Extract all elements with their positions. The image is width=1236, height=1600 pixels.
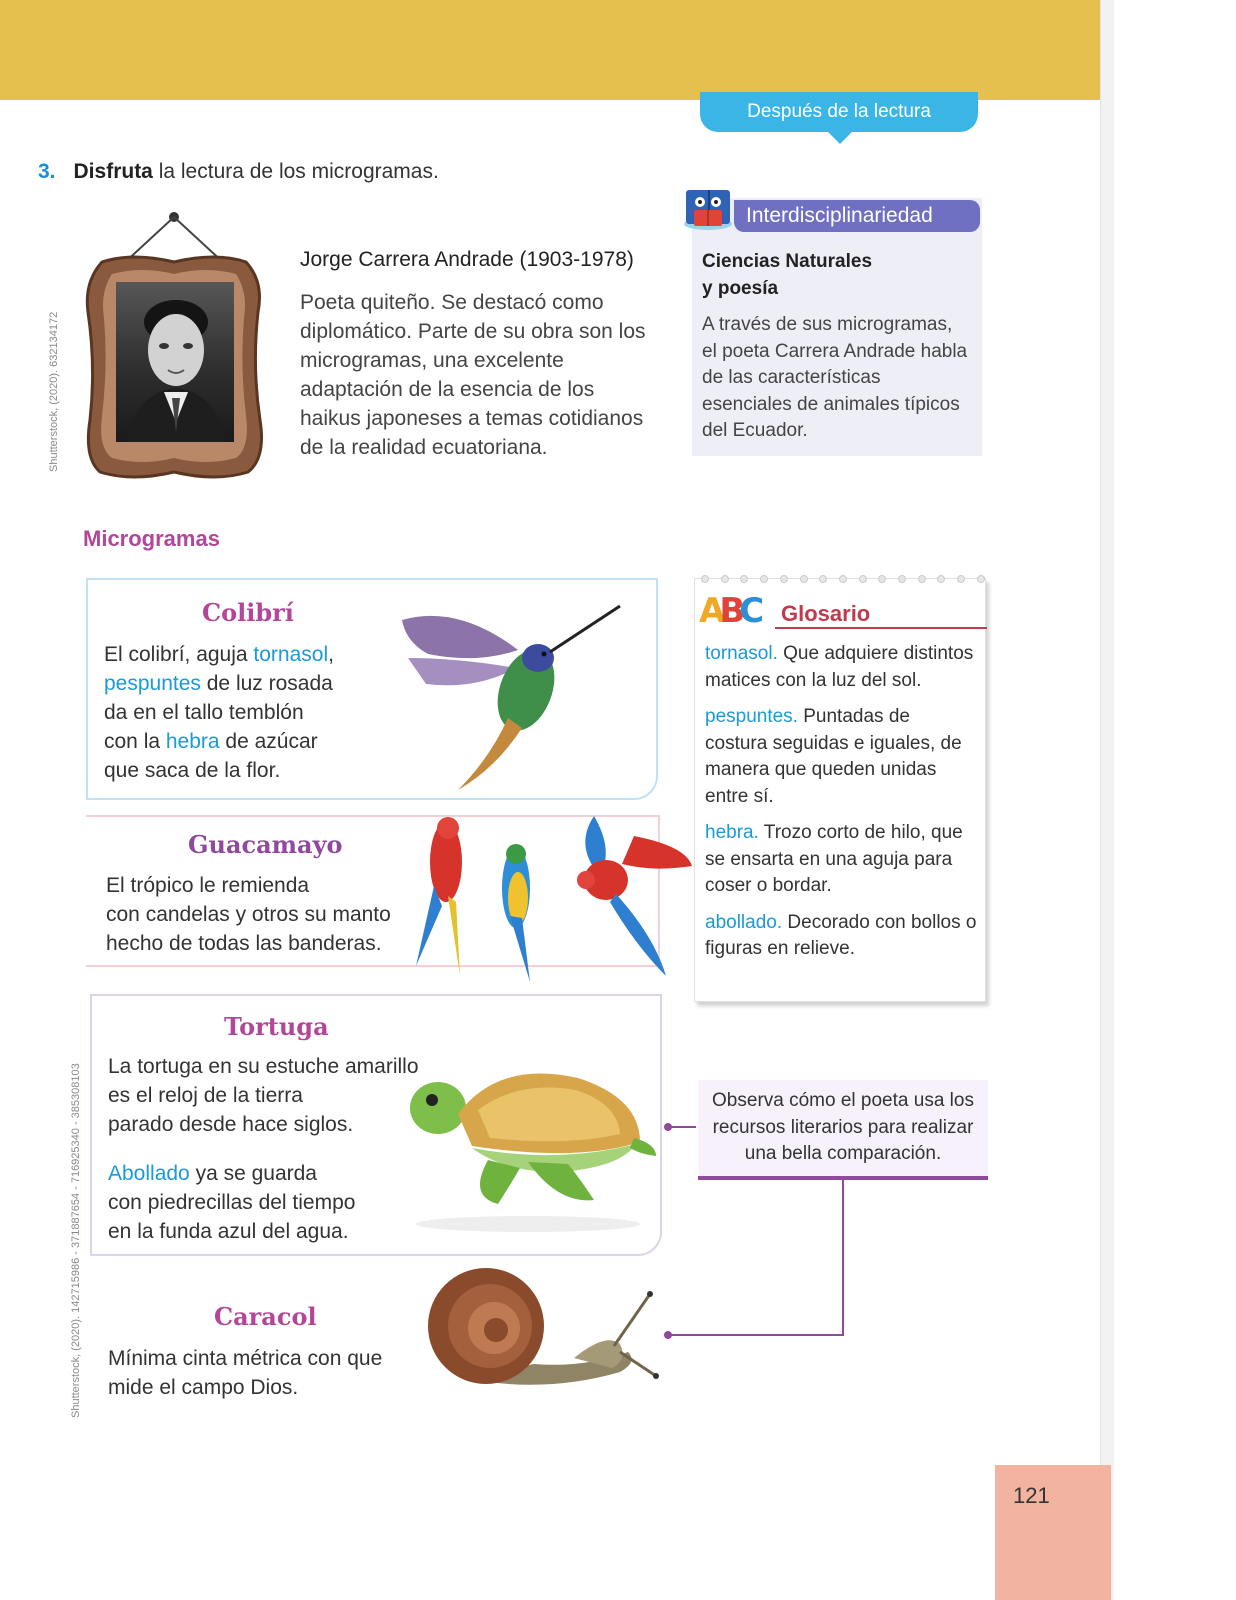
glossary-word-tornasol: tornasol [253, 643, 329, 666]
poem-text-colibri [104, 640, 334, 785]
glossary-definition: Que adquiere distintos matices con la luz del sol. [705, 643, 974, 691]
poem-line: La tortuga en su estuche amarillo [108, 1055, 419, 1078]
glossary-term: abollado. [705, 911, 783, 933]
section-tab: Después de la lectura [700, 92, 978, 132]
poem-text-caracol [108, 1344, 382, 1402]
author-bio [300, 248, 660, 462]
glossary-term: tornasol. [705, 643, 778, 664]
poem-line: parado desde hace siglos. [108, 1113, 354, 1136]
hummingbird-illustration [398, 598, 628, 798]
author-name: Jorge Carrera Andrade (1903-1978) [300, 248, 634, 271]
poem-line: El colibrí, aguja [104, 643, 254, 666]
reading-book-icon [678, 180, 738, 240]
poem-line: que saca de la flor. [104, 759, 281, 782]
interdisciplinary-title-line2: y poesía [702, 278, 779, 299]
macaws-illustration [404, 806, 694, 982]
poem-title-guacamayo: Guacamayo [188, 830, 343, 859]
poem-line: hecho de todas las banderas. [106, 932, 382, 955]
interdisciplinary-title-line1: Ciencias Naturales [702, 251, 873, 272]
poem-line: en la funda azul del agua. [108, 1220, 349, 1243]
interdisciplinary-box [692, 198, 982, 456]
glossary-definition: Decorado con bollos o figuras en relieve. [705, 911, 977, 959]
note-connector-bottom [668, 1334, 844, 1336]
poem-line: con la [104, 730, 166, 753]
literary-note: Observa cómo el poeta usa los recursos literarios para realizar una bella comparación. [698, 1080, 988, 1180]
poem-line: de azúcar [219, 730, 318, 753]
glossary-word-abollado: Abollado [108, 1162, 190, 1185]
exercise-number: 3. [38, 160, 56, 183]
author-photo [116, 282, 234, 442]
glossary-entry [705, 641, 977, 694]
interdisciplinary-header: Interdisciplinariedad [734, 200, 980, 232]
glossary-word-pespuntes: pespuntes [104, 672, 201, 695]
poem-title-caracol: Caracol [214, 1302, 317, 1331]
poem-line: Mínima cinta métrica con que [108, 1347, 383, 1370]
poem-title-tortuga: Tortuga [224, 1012, 329, 1041]
exercise-instruction [38, 160, 439, 184]
glossary-title: Glosario [781, 601, 871, 626]
top-color-band [0, 0, 1100, 100]
interdisciplinary-title [702, 248, 962, 302]
notebook-rings [701, 575, 985, 585]
turtle-illustration [408, 1064, 658, 1234]
glossary-term: pespuntes. [705, 706, 798, 727]
exercise-verb: Disfruta [73, 160, 153, 183]
poem-text-tortuga [108, 1052, 419, 1246]
poem-line: con piedrecillas del tiempo [108, 1191, 356, 1214]
photo-credit-bottom: Shutterstock, (2020). 142715986 - 371887654 - 716925340 - 385308103 [70, 1063, 82, 1418]
note-connector-dot-bottom [664, 1331, 672, 1339]
poem-text-guacamayo [106, 871, 391, 958]
interdisciplinary-text: A través de sus microgramas, el poeta Carrera Andrade habla de las características esenciales de animales típicos del Ecuador. [702, 314, 968, 441]
page-edge [1100, 0, 1114, 1600]
snail-illustration [424, 1268, 664, 1400]
glossary-definition: Puntadas de costura seguidas e iguales, de manera que queden unidas entre sí. [705, 706, 962, 807]
glossary-definition: Trozo corto de hilo, que se ensarta en una aguja para coser o bordar. [705, 822, 963, 896]
glossary-card [694, 578, 986, 1002]
note-connector-dot [664, 1123, 672, 1131]
glossary-word-hebra: hebra [165, 730, 220, 753]
poem-line: ya se guarda [189, 1162, 317, 1185]
poem-line: con candelas y otros su manto [106, 903, 391, 926]
abc-icon: ABC [699, 591, 759, 631]
poem-title-colibri: Colibrí [202, 598, 294, 627]
page-number: 121 [995, 1465, 1111, 1600]
author-portrait-frame [82, 210, 272, 480]
poem-line: El trópico le remienda [106, 874, 310, 897]
poem-line: es el reloj de la tierra [108, 1084, 303, 1107]
poem-line: da en el tallo temblón [104, 701, 304, 724]
poem-line: mide el campo Dios. [108, 1376, 299, 1399]
note-connector-vertical [842, 1180, 844, 1336]
note-connector-horizontal [668, 1126, 696, 1128]
micrograms-heading: Microgramas [83, 526, 220, 551]
poem-line: , [328, 643, 334, 666]
glossary-entry [705, 704, 977, 810]
glossary-entry [705, 910, 977, 963]
author-bio-text: Poeta quiteño. Se destacó como diplomático. Parte de su obra son los microgramas, una excelente adaptación de la esencia de los haikus japoneses a temas cotidianos de la realidad ecuatoriana. [300, 291, 646, 459]
glossary-underline [775, 627, 987, 629]
glossary-list [705, 641, 977, 973]
glossary-term: hebra. [705, 822, 759, 843]
photo-credit-top: Shutterstock, (2020). 632134172 [48, 311, 60, 472]
poem-line: de luz rosada [200, 672, 333, 695]
glossary-entry [705, 820, 977, 900]
exercise-text: la lectura de los microgramas. [152, 160, 439, 183]
